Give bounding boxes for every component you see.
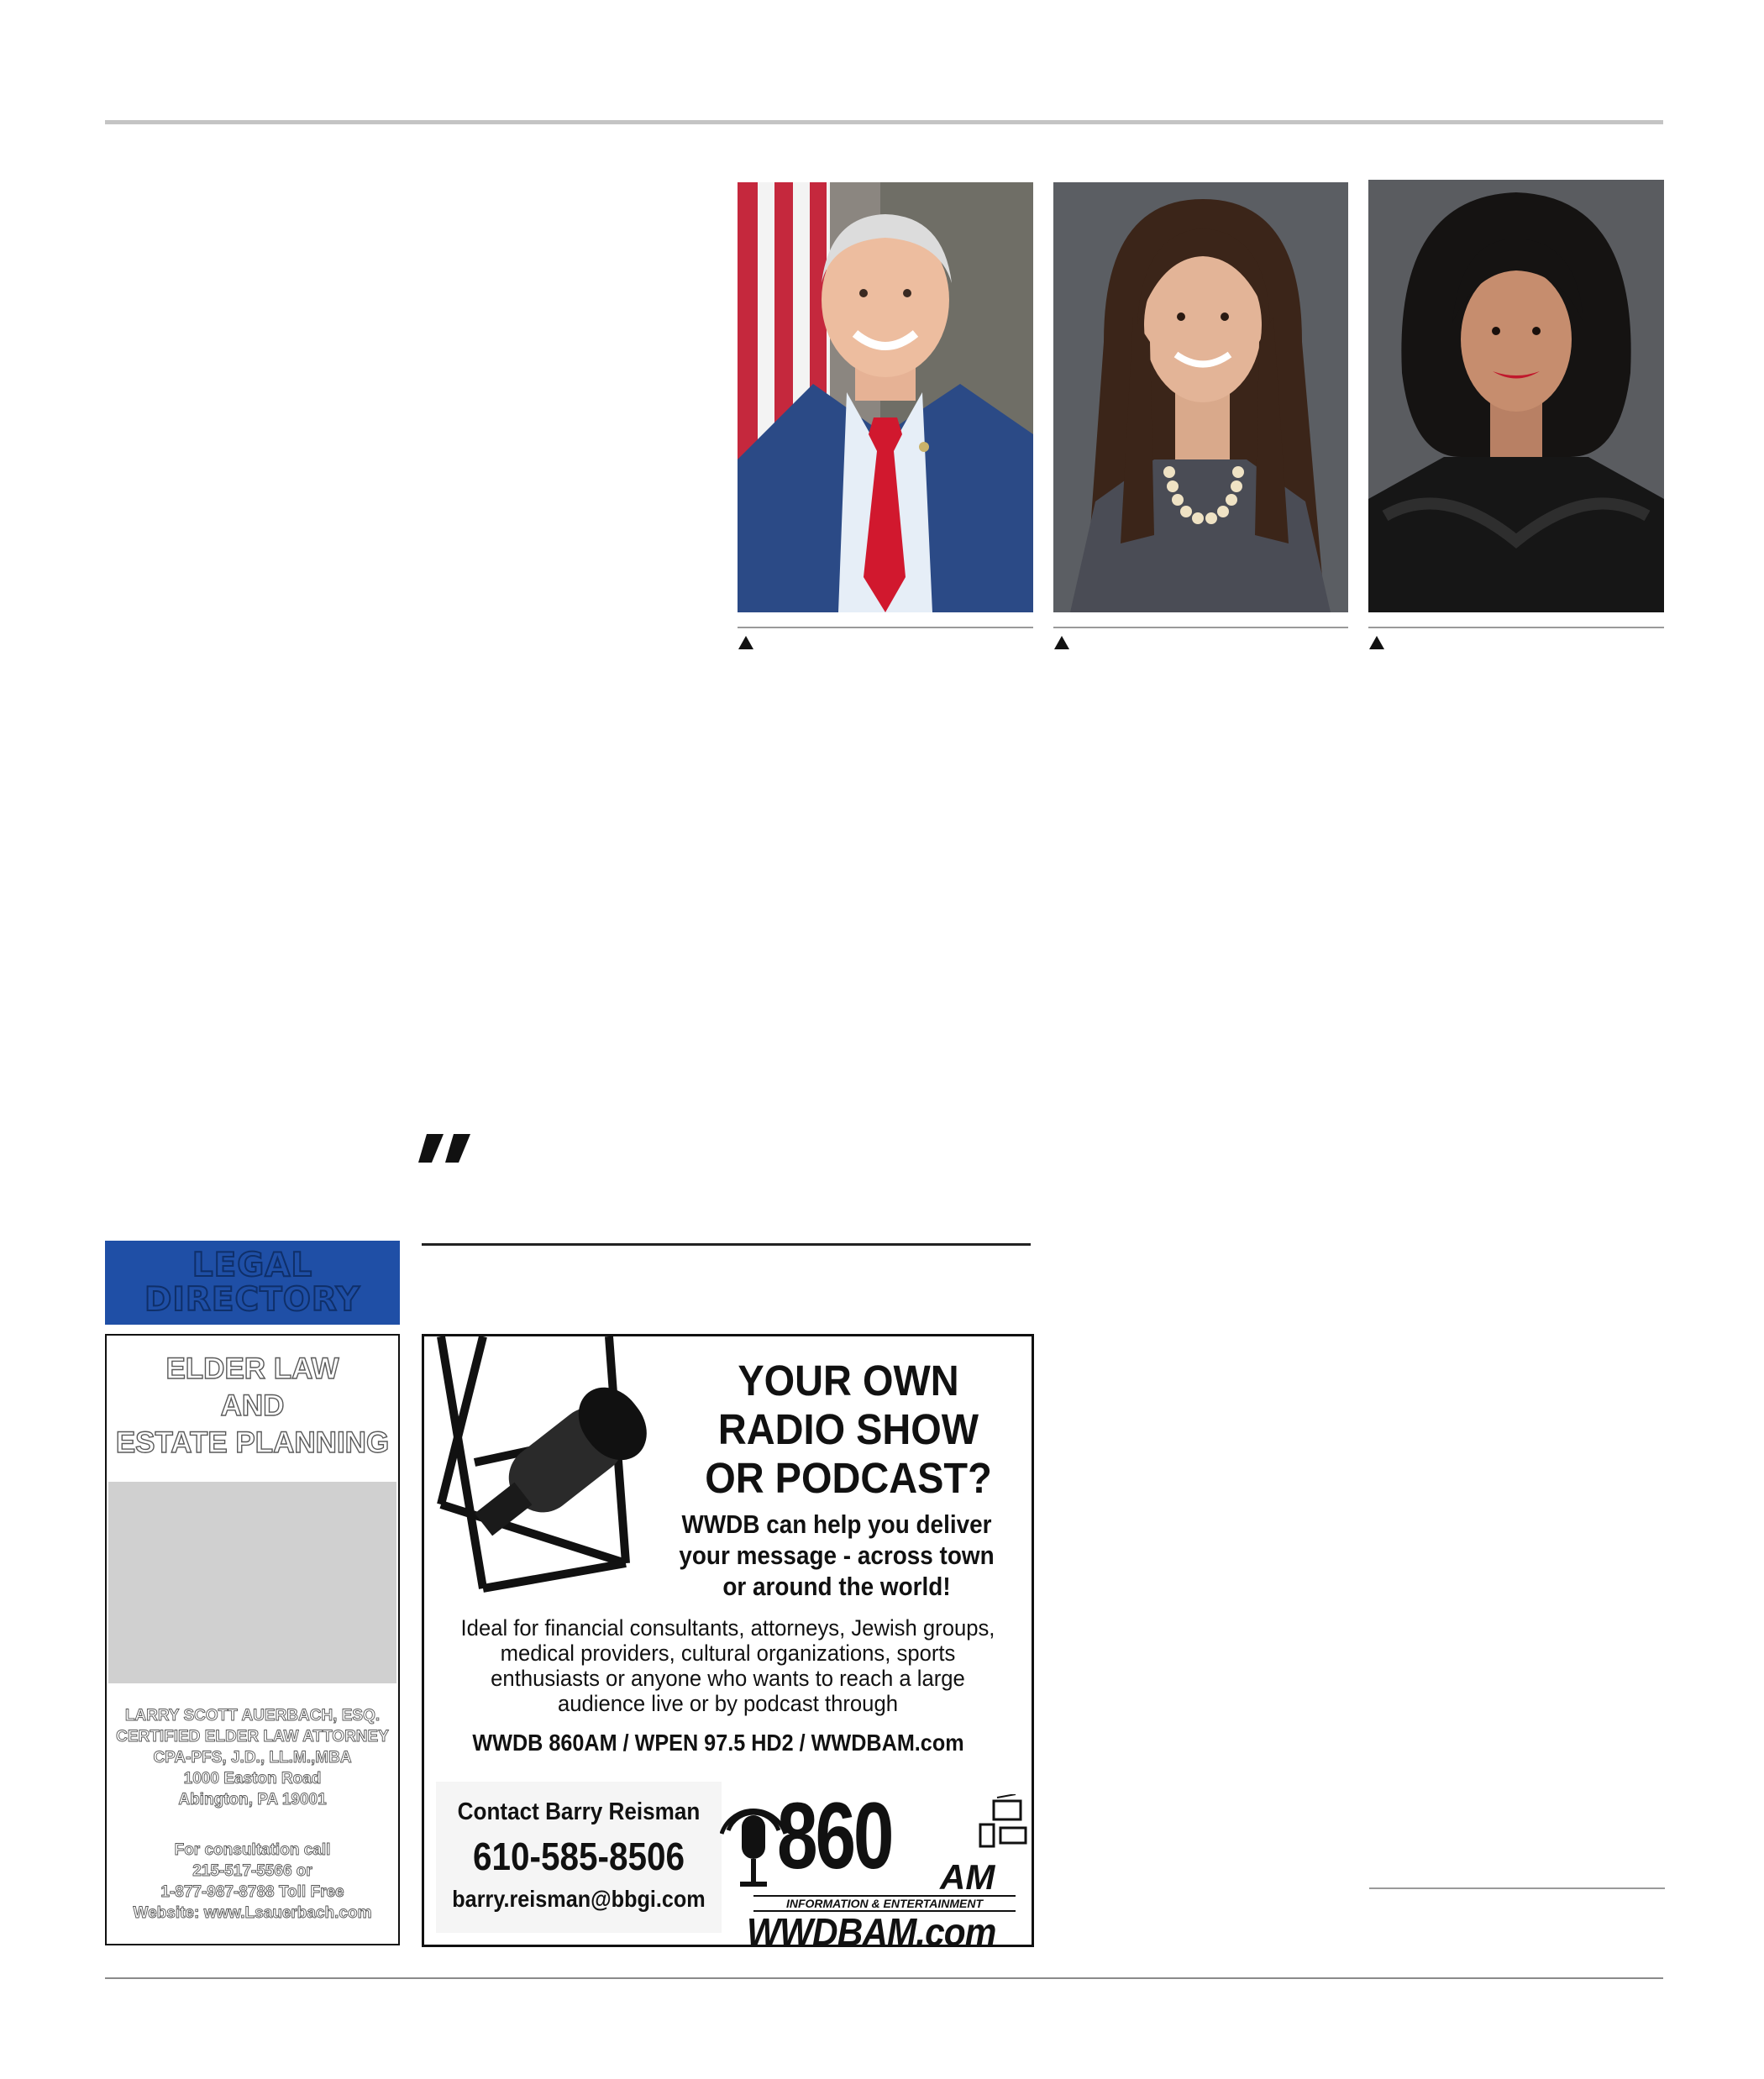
attorney-line: Abington, PA 19001 — [178, 1791, 327, 1809]
elder-law-ad — [105, 1334, 400, 1945]
quote-mark-icon — [418, 1134, 472, 1173]
legal-header-line: LEGAL — [192, 1247, 313, 1284]
microphone-icon — [424, 1336, 676, 1597]
subhead-line: or around the world! — [722, 1572, 951, 1601]
ad-subhead — [664, 1509, 1010, 1602]
ad-headline — [682, 1357, 1015, 1503]
consultation-info — [107, 1840, 398, 1924]
contact-email[interactable]: barry.reisman@bbgi.com — [452, 1886, 706, 1912]
legal-header-line: DIRECTORY — [144, 1281, 361, 1319]
consult-line: For consultation call — [174, 1841, 331, 1859]
radio-show-ad — [422, 1334, 1034, 1947]
contact-box — [436, 1782, 722, 1933]
subhead-line: WWDB can help you deliver — [681, 1509, 992, 1539]
elder-law-title — [107, 1351, 398, 1462]
consult-line: 215-517-5566 or — [192, 1862, 312, 1880]
caption-rule-2 — [1053, 627, 1348, 628]
quote-rule — [422, 1243, 1031, 1246]
caption-arrow-icon — [1369, 636, 1384, 649]
logo-am: AM — [940, 1857, 995, 1897]
caption-rule-3 — [1368, 627, 1664, 628]
body-line: enthusiasts or anyone who wants to reach a large — [491, 1666, 965, 1691]
attorney-line: 1000 Easton Road — [183, 1770, 322, 1788]
body-line: medical providers, cultural organizations, sports — [500, 1641, 956, 1666]
caption-arrow-icon — [738, 636, 753, 649]
title-line: AND — [220, 1389, 285, 1422]
caption-arrow-icon — [1054, 636, 1069, 649]
ad-image-placeholder — [108, 1482, 396, 1683]
logo-tagline: INFORMATION & ENTERTAINMENT — [753, 1895, 1016, 1912]
attorney-info — [107, 1705, 398, 1810]
body-line: Ideal for financial consultants, attorneys, Jewish groups, — [460, 1615, 995, 1641]
headline-line: RADIO SHOW — [717, 1405, 979, 1453]
caption-rule-1 — [738, 627, 1033, 628]
photo-woman-robe — [1368, 180, 1664, 612]
contact-name: Contact Barry Reisman — [457, 1798, 701, 1825]
station-list: WWDB 860AM / WPEN 97.5 HD2 / WWDBAM.com — [472, 1730, 964, 1756]
legal-directory-header — [105, 1241, 400, 1325]
headline-line: YOUR OWN — [738, 1357, 959, 1404]
consult-line: 1-877-987-8788 Toll Free — [160, 1883, 344, 1901]
top-rule — [105, 120, 1663, 124]
attorney-line: CPA-PFS, J.D., LL.M.,MBA — [153, 1749, 352, 1767]
photo-woman-pearls — [1053, 182, 1348, 612]
body-line: audience live or by podcast through — [558, 1691, 898, 1716]
logo-url[interactable]: WWDBAM.com — [747, 1910, 996, 1947]
radio-device-icon — [979, 1794, 1029, 1853]
sidebar-rule — [1369, 1887, 1665, 1889]
subhead-line: your message - across town — [679, 1541, 995, 1570]
logo-860: 860 — [777, 1783, 892, 1888]
ad-body — [439, 1615, 1016, 1716]
attorney-line: CERTIFIED ELDER LAW ATTORNEY — [116, 1728, 389, 1746]
bottom-rule — [105, 1977, 1663, 1979]
photo-man-in-suit — [738, 182, 1033, 612]
attorney-line: LARRY SCOTT AUERBACH, ESQ. — [124, 1707, 381, 1725]
title-line: ELDER LAW — [165, 1352, 339, 1385]
contact-phone[interactable]: 610-585-8506 — [472, 1835, 685, 1878]
title-line: ESTATE PLANNING — [115, 1426, 390, 1459]
website-link[interactable]: Website: www.Lsauerbach.com — [133, 1904, 372, 1922]
headline-line: OR PODCAST? — [705, 1454, 992, 1502]
